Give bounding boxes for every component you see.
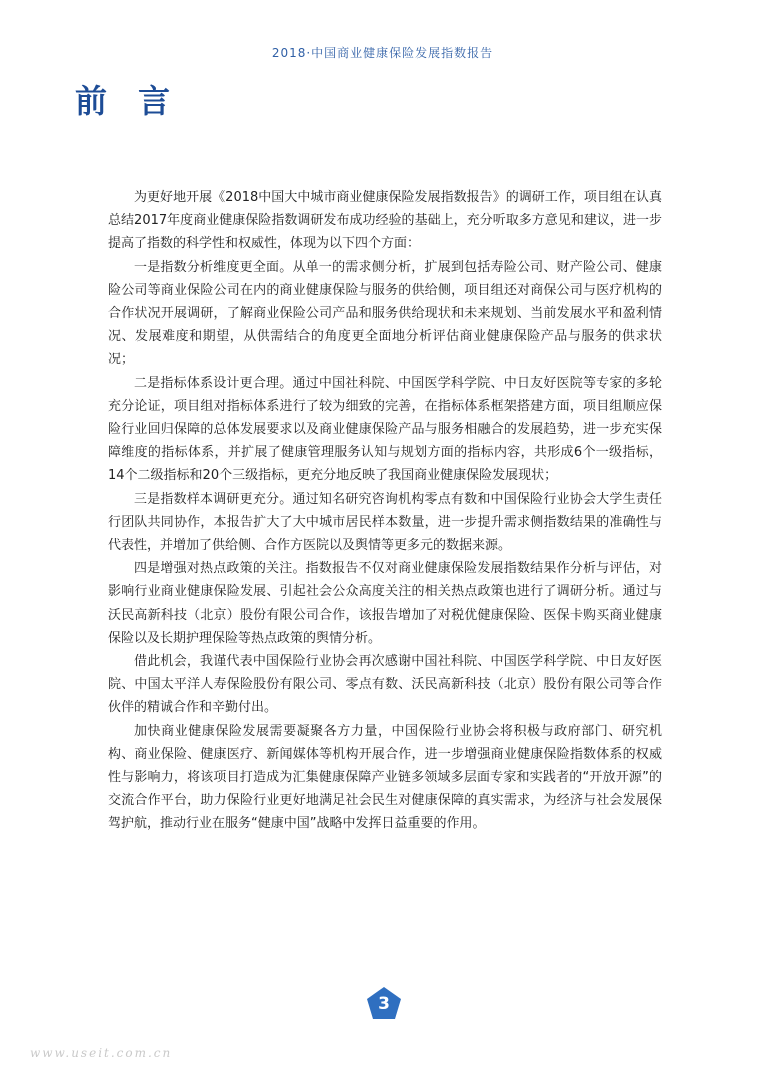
running-header: 2018·中国商业健康保险发展指数报告 <box>271 46 494 60</box>
paragraph-thanks: 借此机会，我谨代表中国保险行业协会再次感谢中国社科院、中国医学科学院、中日友好医院、中国太平洋人寿保险股份有限公司、零点有数、沃民高新科技（北京）股份有限公司等合作伙伴的精诚合作和辛勤付出。 <box>108 654 662 716</box>
paragraph-closing: 加快商业健康保险发展需要凝聚各方力量，中国保险行业协会将积极与政府部门、研究机构、商业保险、健康医疗、新闻媒体等机构开展合作，进一步增强商业健康保险指数体系的权威性与影响力，将该项目打造成为汇集健康保障产业链多领域多层面专家和实践者的“开放开源”的交流合作平台，助力保险行业更好地满足社会民生对健康保障的真实需求，为经济与社会发展保驾护航，推动行业在服务“健康中国”战略中发挥日益重要的作用。 <box>108 723 662 832</box>
watermark: www.useit.com.cn <box>30 1046 173 1060</box>
paragraph-point-4: 四是增强对热点政策的关注。指数报告不仅对商业健康保险发展指数结果作分析与评估，对影响行业商业健康保险发展、引起社会公众高度关注的相关热点政策也进行了调研分析。通过与沃民高新科技（北京）股份有限公司合作，该报告增加了对税优健康保险、医保卡购买商业健康保险以及长期护理保险等热点政策的舆情分析。 <box>108 561 662 646</box>
paragraph-point-1: 一是指数分析维度更全面。从单一的需求侧分析，扩展到包括寿险公司、财产险公司、健康险公司等商业保险公司在内的商业健康保险与服务的供给侧，项目组还对商保公司与医疗机构的合作状况开展调研，了解商业保险公司产品和服务供给现状和未来规划、当前发展水平和盈利情况、发展难度和期望，从供需结合的角度更全面地分析评估商业健康保险产品与服务的供求状况； <box>108 259 662 368</box>
paragraph-point-2: 二是指标体系设计更合理。通过中国社科院、中国医学科学院、中日友好医院等专家的多轮充分论证，项目组对指标体系进行了较为细致的完善，在指标体系框架搭建方面，项目组顺应保险行业回归保障的总体发展要求以及商业健康保险产品与服务相融合的发展趋势，进一步充实保障维度的指标体系，并扩展了健康管理服务认知与规划方面的指标内容，共形成6个一级指标，14个二级指标和20个三级指标，更充分地反映了我国商业健康保险发展现状； <box>108 375 662 484</box>
page-title: 前 言 <box>75 82 181 120</box>
page-number: 3 <box>378 994 390 1014</box>
paragraph-point-3: 三是指数样本调研更充分。通过知名研究咨询机构零点有数和中国保险行业协会大学生责任行团队共同协作，本报告扩大了大中城市居民样本数量，进一步提升需求侧指数结果的准确性与代表性，并增加了供给侧、合作方医院以及舆情等更多元的数据来源。 <box>108 491 662 554</box>
page-number-badge <box>366 986 402 1020</box>
foreword-body <box>108 186 662 836</box>
paragraph-intro: 为更好地开展《2018中国大中城市商业健康保险发展指数报告》的调研工作，项目组在认真总结2017年度商业健康保险指数调研发布成功经验的基础上，充分听取多方意见和建议，进一步提高了指数的科学性和权威性，体现为以下四个方面： <box>108 190 662 252</box>
